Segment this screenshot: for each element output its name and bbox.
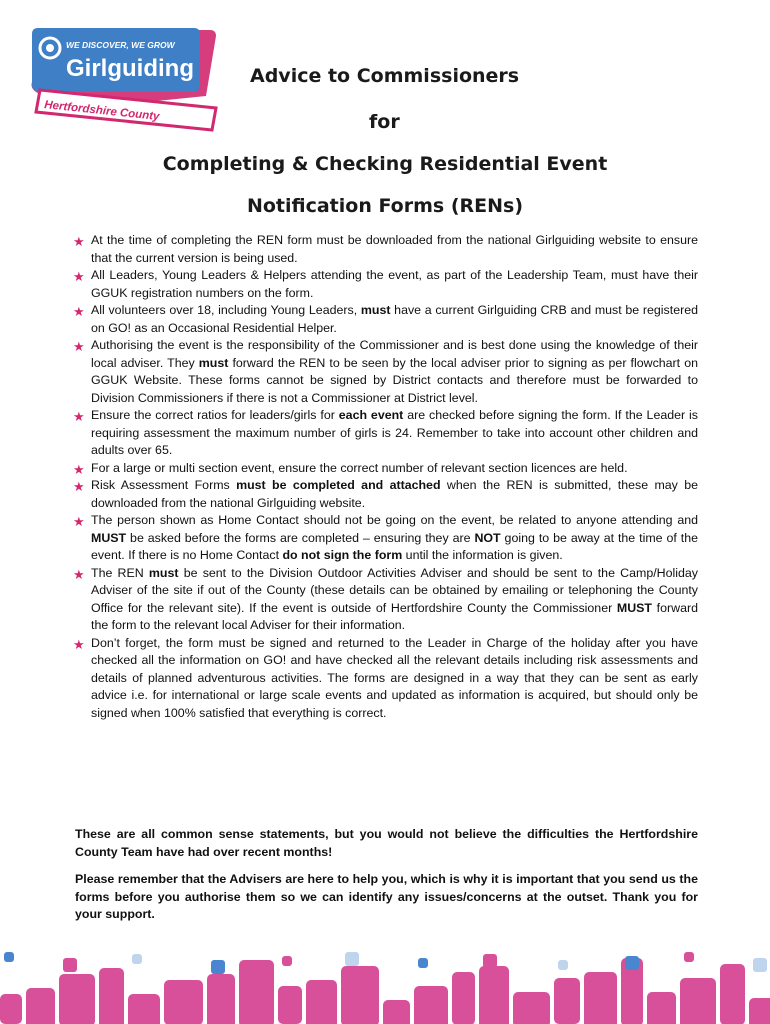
decorative-tile bbox=[558, 960, 568, 970]
decorative-tile bbox=[625, 956, 639, 970]
girlguiding-logo bbox=[28, 26, 218, 132]
item-text: Risk Assessment Forms bbox=[91, 478, 237, 492]
emphasis-text: MUST bbox=[616, 600, 652, 615]
advice-item bbox=[73, 267, 698, 302]
item-text: All volunteers over 18, including Young Leaders, bbox=[91, 303, 361, 317]
star-bullet-icon: ★ bbox=[73, 514, 85, 529]
star-bullet-icon: ★ bbox=[73, 479, 85, 494]
decorative-tile bbox=[4, 952, 14, 962]
star-bullet-icon: ★ bbox=[73, 409, 85, 424]
advice-item bbox=[73, 407, 698, 460]
item-text: The person shown as Home Contact should not be going on the event, be related to anyone attending and bbox=[91, 513, 698, 527]
item-text: At the time of completing the REN form must be downloaded from the national Girlguiding website to ensure that the current version is being used. bbox=[91, 233, 698, 265]
decorative-tile bbox=[239, 960, 274, 1024]
item-text: Don’t forget, the form must be signed and returned to the Leader in Charge of the holiday after you have checked all the information on GO! and have checked all the relevant details including risk assessments and details of planned adventurous activities. The forms are designed in a way that they can be sent as early advice i.e. for international or large scale events and updated as information is acquired, but should only be signed when 100% satisfied that everything is correct. bbox=[91, 635, 698, 720]
decorative-tile bbox=[132, 954, 142, 964]
star-bullet-icon: ★ bbox=[73, 234, 85, 249]
decorative-tile bbox=[647, 992, 676, 1024]
decorative-tile bbox=[513, 992, 550, 1024]
decorative-tile bbox=[341, 966, 379, 1024]
decorative-tile bbox=[753, 958, 767, 972]
decorative-tile bbox=[479, 966, 509, 1024]
decorative-tile bbox=[164, 980, 203, 1024]
advice-item bbox=[73, 477, 698, 512]
decorative-tile bbox=[278, 986, 302, 1024]
closing-request: Please remember that the Advisers are here to help you, which is why it is important that you send us the forms before you authorise them so we can identify any issues/concerns at the outset. Thank you for your support. bbox=[75, 872, 698, 921]
item-text: until the information is given. bbox=[402, 548, 563, 562]
decorative-tile bbox=[99, 968, 124, 1024]
decorative-tile bbox=[684, 952, 694, 962]
decorative-tile bbox=[720, 964, 745, 1024]
item-text: forward the REN to be seen by the local adviser prior to signing as per flowchart on GGUK Website. These forms cannot be signed by District contacts and therefore must be forwarded to Division Commissioners if there is not a Commissioner at District level. bbox=[91, 355, 698, 405]
emphasis-text: must bbox=[360, 303, 391, 317]
emphasis-text: do not sign the form bbox=[282, 548, 403, 562]
decorative-tile bbox=[584, 972, 617, 1024]
item-text: when the REN is submitted, these may be downloaded from the national Girlguiding website. bbox=[91, 478, 699, 510]
decorative-tile bbox=[414, 986, 448, 1024]
item-text: be asked before the forms are completed – ensuring they are bbox=[126, 530, 475, 545]
advice-item bbox=[73, 565, 698, 635]
decorative-tile bbox=[306, 980, 337, 1024]
emphasis-text: must bbox=[198, 355, 229, 370]
decorative-tile bbox=[749, 998, 770, 1024]
closing-statement: These are all common sense statements, but you would not believe the difficulties the Hertfordshire County Team have had over recent months! bbox=[75, 827, 698, 859]
title-line-1: Advice to Commissioners bbox=[250, 65, 520, 87]
item-text: going to be away at the time of the event. If there is no Home Contact bbox=[91, 530, 698, 562]
logo-tagline: WE DISCOVER, WE GROW bbox=[66, 40, 175, 50]
decorative-tile bbox=[452, 972, 475, 1024]
decorative-tile bbox=[63, 958, 77, 972]
title-line-4: Notification Forms (RENs) bbox=[246, 195, 524, 217]
decorative-tile bbox=[483, 954, 497, 968]
star-bullet-icon: ★ bbox=[73, 269, 85, 284]
decorative-tile bbox=[211, 960, 225, 974]
emphasis-text: MUST bbox=[91, 530, 127, 545]
advice-item bbox=[73, 302, 698, 337]
decorative-tile bbox=[128, 994, 160, 1024]
item-text: Authorising the event is the responsibility of the Commissioner and is best done using the knowledge of their local adviser. They bbox=[91, 338, 698, 370]
decorative-tile bbox=[207, 974, 235, 1024]
star-bullet-icon: ★ bbox=[73, 566, 85, 582]
emphasis-text: NOT bbox=[474, 530, 501, 545]
decorative-tile bbox=[0, 994, 22, 1024]
item-text: are checked before signing the form. If the Leader is requiring assessment the maximum number of girls is 24. Remember to take into account other children and adults over 65. bbox=[91, 408, 698, 457]
emphasis-text: must bbox=[148, 565, 179, 580]
decorative-tile bbox=[383, 1000, 410, 1024]
star-bullet-icon: ★ bbox=[73, 339, 85, 354]
item-text: be sent to the Division Outdoor Activities Adviser and should be sent to the Camp/Holiday Adviser of the site if out of the County (these details can be obtained by emailing or telephoning the County Office for the relevant site). If the event is outside of Hertfordshire County the Commissioner bbox=[91, 565, 698, 615]
decorative-tile bbox=[59, 974, 95, 1024]
decorative-tile-border bbox=[0, 944, 770, 1024]
logo-county: Hertfordshire County bbox=[43, 99, 160, 124]
advice-item bbox=[73, 512, 698, 565]
emphasis-text: must be completed and attached bbox=[236, 478, 441, 492]
decorative-tile bbox=[418, 958, 428, 968]
advice-item bbox=[73, 635, 698, 723]
emphasis-text: each event bbox=[338, 408, 404, 422]
item-text: The REN bbox=[91, 565, 149, 580]
item-text: forward the form to the relevant local Adviser for their information. bbox=[91, 600, 698, 632]
decorative-tile bbox=[554, 978, 580, 1024]
star-bullet-icon: ★ bbox=[73, 461, 85, 477]
decorative-tile bbox=[282, 956, 292, 966]
item-text: All Leaders, Young Leaders & Helpers attending the event, as part of the Leadership Team, must have their GGUK registration numbers on the form. bbox=[91, 268, 698, 300]
star-bullet-icon: ★ bbox=[73, 636, 85, 652]
decorative-tile bbox=[680, 978, 716, 1024]
decorative-tile bbox=[26, 988, 55, 1024]
advice-item bbox=[73, 337, 698, 407]
item-text: have a current Girlguiding CRB and must be registered on GO! as an Occasional Residential Helper. bbox=[91, 303, 698, 335]
item-text: For a large or multi section event, ensure the correct number of relevant section licences are held. bbox=[91, 460, 628, 475]
item-text: Ensure the correct ratios for leaders/girls for bbox=[91, 408, 339, 422]
title-line-3: Completing & Checking Residential Event bbox=[162, 153, 608, 175]
logo-brand: Girlguiding bbox=[66, 55, 194, 82]
advice-list bbox=[73, 232, 698, 722]
star-bullet-icon: ★ bbox=[73, 304, 85, 319]
decorative-tile bbox=[345, 952, 359, 966]
advice-item bbox=[73, 232, 698, 267]
title-line-2: for bbox=[369, 111, 400, 133]
advice-item bbox=[73, 460, 698, 478]
